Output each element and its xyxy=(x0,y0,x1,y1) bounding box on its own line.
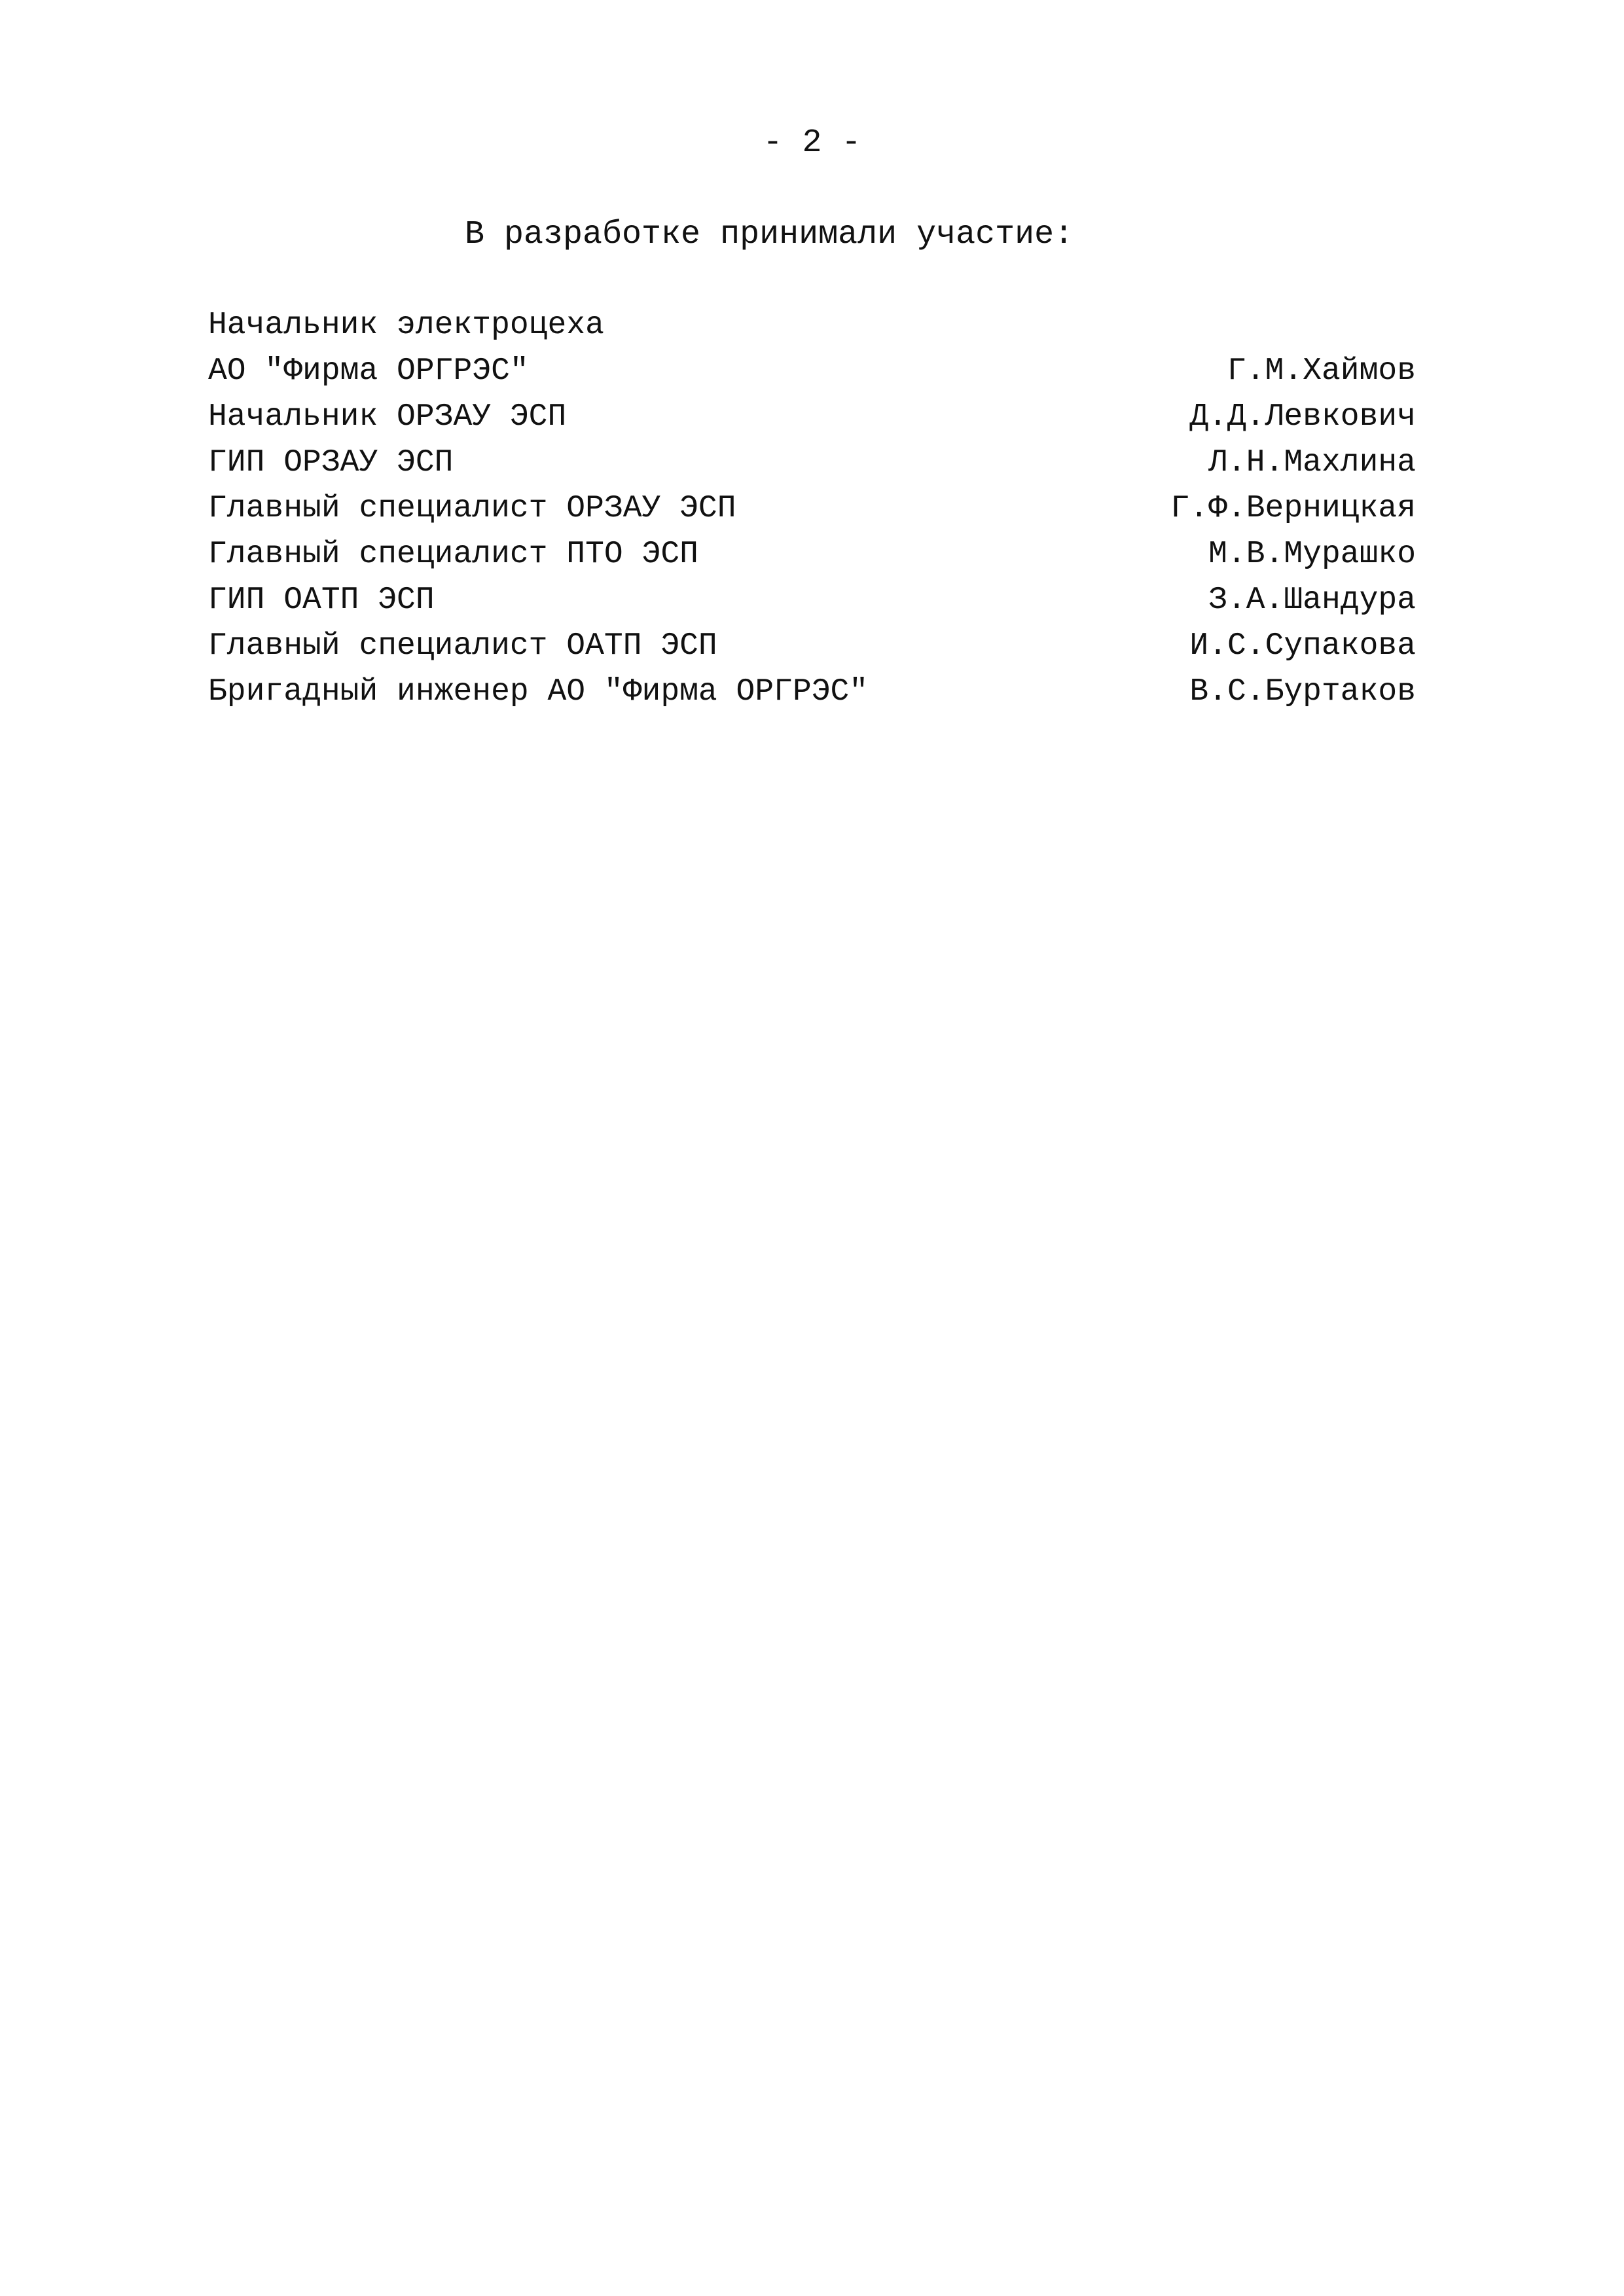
participant-name: В.С.Буртаков xyxy=(1189,674,1416,709)
participant-name: Л.Н.Махлина xyxy=(1208,445,1416,480)
page-number: - 2 - xyxy=(763,124,861,162)
participant-name: З.А.Шандура xyxy=(1208,583,1416,618)
participant-name: Г.М.Хаймов xyxy=(1227,353,1416,389)
participant-role: Начальник ОРЗАУ ЭСП xyxy=(208,399,567,435)
participant-row xyxy=(208,628,1416,674)
participant-name: И.С.Супакова xyxy=(1189,628,1416,664)
participant-role: АО "Фирма ОРГРЭС" xyxy=(208,353,529,389)
participant-row xyxy=(208,537,1416,583)
participant-name: Д.Д.Левкович xyxy=(1189,399,1416,435)
participant-name: Г.Ф.Верницкая xyxy=(1170,491,1416,526)
participant-role: Главный специалист ПТО ЭСП xyxy=(208,537,698,572)
participant-role: ГИП ОРЗАУ ЭСП xyxy=(208,445,454,480)
participant-row xyxy=(208,308,1416,353)
participant-role: Начальник электроцеха xyxy=(208,308,604,343)
participant-role: Главный специалист ОАТП ЭСП xyxy=(208,628,717,664)
participants-heading: В разработке принимали участие: xyxy=(465,216,1074,253)
participant-role: ГИП ОАТП ЭСП xyxy=(208,583,435,618)
participant-row xyxy=(208,583,1416,628)
participant-row xyxy=(208,674,1416,720)
participants-list xyxy=(208,308,1416,720)
participant-row xyxy=(208,399,1416,445)
participant-row xyxy=(208,353,1416,399)
participant-row xyxy=(208,491,1416,537)
participant-role: Бригадный инженер АО "Фирма ОРГРЭС" xyxy=(208,674,869,709)
participant-name: М.В.Мурашко xyxy=(1208,537,1416,572)
participant-role: Главный специалист ОРЗАУ ЭСП xyxy=(208,491,736,526)
participant-row xyxy=(208,445,1416,491)
